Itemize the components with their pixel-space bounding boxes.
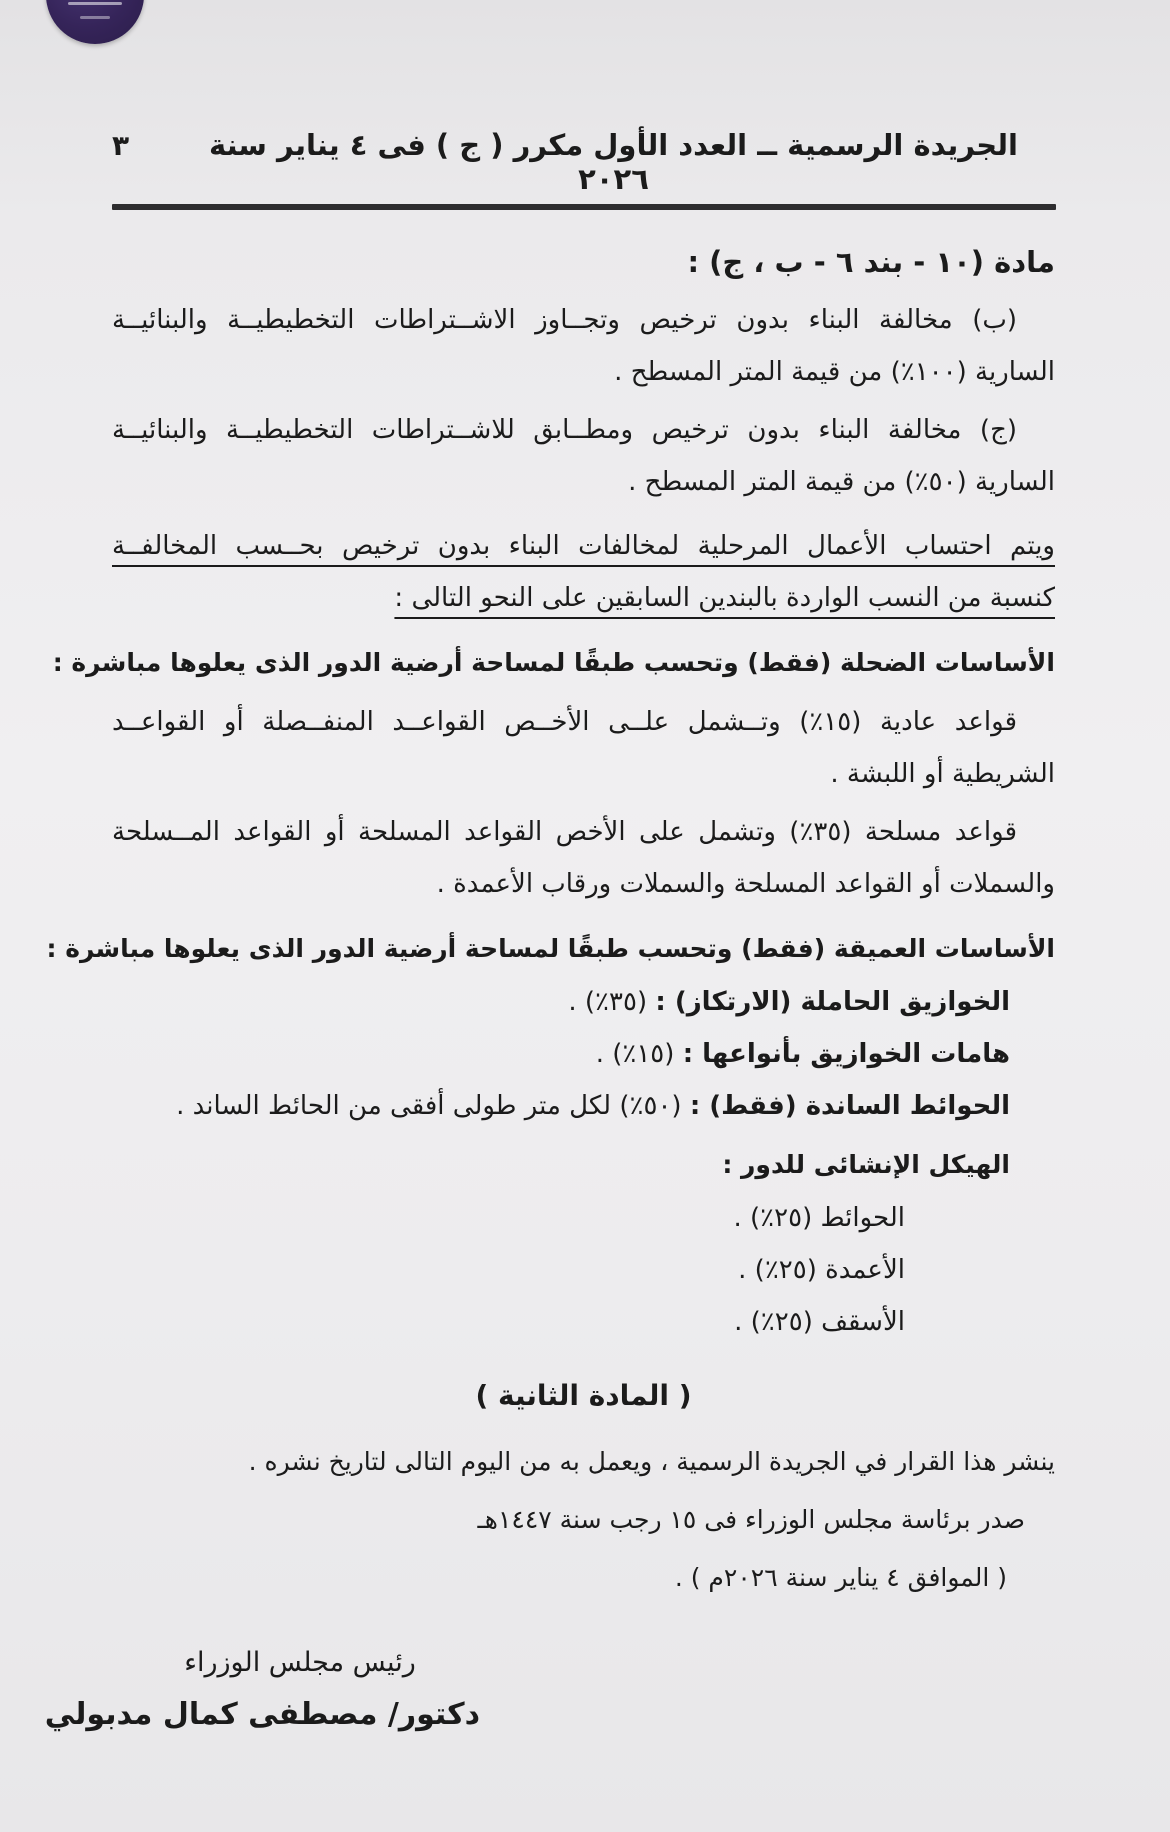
interim-works-line2: كنسبة من النسب الواردة بالبندين السابقين على النحو التالى :: [394, 583, 1055, 613]
page-number: ٣: [112, 129, 130, 162]
skeleton-item-slabs: الأسقف (٢٥٪) .: [734, 1307, 905, 1337]
bearing-piles-label: الخوازيق الحاملة (الارتكاز) :: [655, 987, 1010, 1017]
bearing-piles-line: [112, 976, 1055, 1028]
signature-block: [44, 1638, 480, 1742]
pile-caps-label: هامات الخوازيق بأنواعها :: [682, 1039, 1010, 1069]
publication-clause: ينشر هذا القرار في الجريدة الرسمية ، ويعمل به من اليوم التالى لتاريخ نشره .: [248, 1447, 1055, 1476]
skeleton-item-walls: الحوائط (٢٥٪) .: [733, 1203, 905, 1233]
header-rule: [112, 204, 1056, 210]
watermark-text-line: [68, 2, 122, 5]
pile-caps-value: (١٥٪) .: [595, 1039, 683, 1069]
clause-c-line1: (ج) مخالفة البناء بدون ترخيص ومطــابق للاشــتراطات التخطيطيــة والبنائيــة: [112, 415, 1017, 445]
article-2-heading: ( المادة الثانية ): [475, 1379, 692, 1412]
retaining-walls-label: الحوائط الساندة (فقط) :: [689, 1091, 1010, 1121]
bearing-piles-value: (٣٥٪) .: [568, 987, 656, 1017]
plain-footings-line1: قواعد عادية (١٥٪) وتــشمل علــى الأخــص القواعــد المنفــصلة أو القواعــد: [112, 707, 1018, 737]
deep-foundations-heading: الأساسات العميقة (فقط) وتحسب طبقًا لمساحة أرضية الدور الذى يعلوها مباشرة :: [46, 934, 1055, 963]
gazette-title: الجريدة الرسمية ــ العدد الأول مكرر ( ج ) فى ٤ يناير سنة ٢٠٢٦: [209, 128, 1018, 196]
decree-body: [44, 236, 1055, 1742]
watermark-badge: [46, 0, 144, 44]
signatory-name: دكتور/ مصطفى كمال مدبولي: [44, 1697, 480, 1732]
skeleton-item-columns: الأعمدة (٢٥٪) .: [738, 1255, 905, 1285]
watermark-text-line: [80, 16, 110, 19]
plain-footings-line2: الشريطية أو اللبشة .: [830, 759, 1055, 789]
clause-b-line2: السارية (١٠٠٪) من قيمة المتر المسطح .: [614, 357, 1055, 387]
article-10-heading: مادة (١٠ - بند ٦ - ب ، ج) :: [687, 245, 1055, 279]
interim-works-line1: ويتم احتساب الأعمال المرحلية لمخالفات البناء بدون ترخيص بحــسب المخالفــة: [112, 531, 1055, 561]
signatory-title: رئيس مجلس الوزراء: [184, 1647, 416, 1678]
shallow-foundations-heading: الأساسات الضحلة (فقط) وتحسب طبقًا لمساحة أرضية الدور الذى يعلوها مباشرة :: [52, 648, 1055, 677]
reinforced-footings-line1: قواعد مسلحة (٣٥٪) وتشمل على الأخص القواعد المسلحة أو القواعد المــسلحة: [112, 817, 1017, 847]
clause-c-line2: السارية (٥٠٪) من قيمة المتر المسطح .: [628, 467, 1055, 497]
issuance-date-line: صدر برئاسة مجلس الوزراء فى ١٥ رجب سنة ١٤٤٧هـ: [477, 1505, 1025, 1534]
reinforced-footings-line2: والسملات أو القواعد المسلحة والسملات ورقاب الأعمدة .: [436, 869, 1055, 899]
clause-b-line1: (ب) مخالفة البناء بدون ترخيص وتجــاوز الاشــتراطات التخطيطيــة والبنائيــة: [112, 305, 1017, 335]
retaining-walls-line: [112, 1080, 1055, 1132]
retaining-walls-value: (٥٠٪) لكل متر طولى أفقى من الحائط الساند .: [176, 1091, 690, 1121]
structural-skeleton-heading: الهيكل الإنشائى للدور :: [722, 1150, 1010, 1179]
corresponding-date-line: ( الموافق ٤ يناير سنة ٢٠٢٦م ) .: [674, 1563, 1007, 1592]
pile-caps-line: [112, 1028, 1055, 1080]
page-header: [112, 128, 1055, 196]
